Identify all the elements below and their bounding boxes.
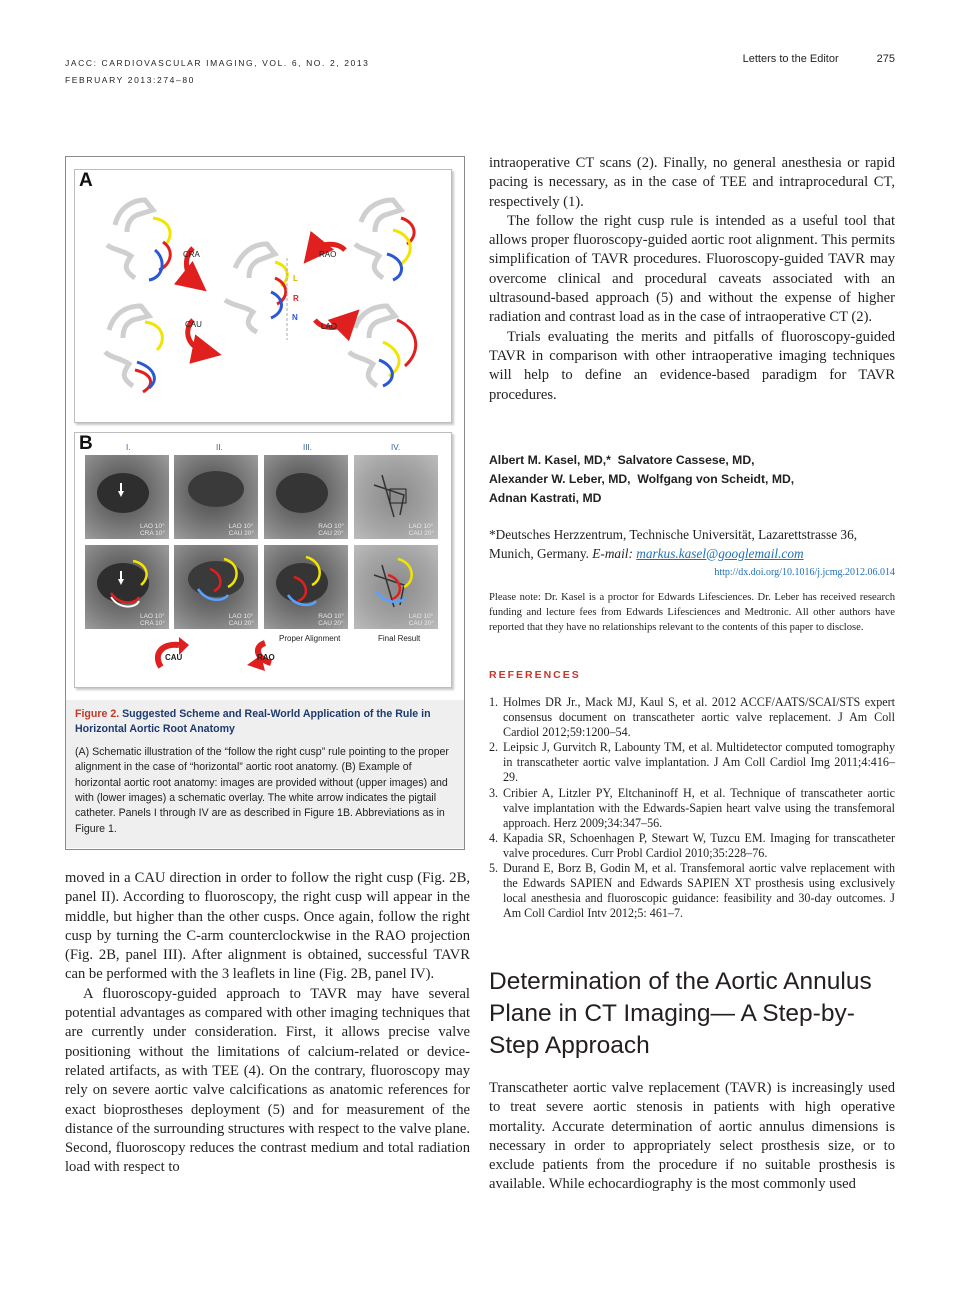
disclosure-note: Please note: Dr. Kasel is a proctor for Edwards Lifesciences. Dr. Leber has received research funding and lecture fees from Edwards Lifesciences and Medtronic. All other authors have reported that they have no relationships relevant to the contents of this paper to disclose.	[489, 592, 895, 634]
reference-text: Holmes DR Jr., Mack MJ, Kaul S, et al. 2012 ACCF/AATS/SCAI/STS expert consensus document on transcatheter aortic valve replacement. J Am Coll Cardiol 2012;59:1200–54.	[503, 695, 895, 740]
view-angle-label: LAO 10° CAU 20°	[228, 613, 254, 627]
author-list	[489, 451, 794, 508]
right-column-text	[489, 154, 895, 405]
reference-text: Cribier A, Litzler PY, Eltchaninoff H, et al. Technique of transcatheter aortic valve implantation with the Edwards-Sapien heart valve using the transfemoral approach. Herz 2009;34:347–56.	[503, 785, 895, 830]
rao-label: RAO	[319, 250, 337, 259]
authors-line-2: Alexander W. Leber, MD, Wolfgang von Scheidt, MD,	[489, 472, 795, 486]
figure-panel-a	[74, 169, 452, 423]
authors-line-3: Adnan Kastrati, MD	[489, 491, 602, 505]
schematic-diagram	[75, 170, 451, 422]
left-paragraph-2: A fluoroscopy-guided approach to TAVR may have several potential advantages as compared with other imaging techniques that are currently under consideration. First, it allows precise valve positioning without the limitations of calcium-related or device-related artifacts, as with TEE (4). On the contrary, fluoroscopy may rely on severe aortic valve calcifications as anatomic references for exact bioprostheses deployment (5) and for measurement of the distance of the surrounding structures with respect to the valve plane. Second, fluoroscopy reduces the contrast medium and total radiation load with respect to	[65, 985, 470, 1176]
reference-text: Kapadia SR, Schoenhagen P, Stewart W, Tuzcu EM. Imaging for transcatheter valve procedures. Curr Probl Cardiol 2010;35:228–76.	[503, 830, 895, 860]
reference-text: Durand E, Borz B, Godin M, et al. Transfemoral aortic valve replacement with the Edwards SAPIEN and Edwards SAPIEN XT prosthesis using exclusively local anesthesia and fluoroscopic guidance: feasibility and 30-day outcomes. J Am Coll Cardiol Intv 2012;5: 461–7.	[503, 861, 895, 921]
aortic-root-center	[225, 244, 287, 340]
new-article-text	[489, 1079, 895, 1195]
section-name: Letters to the Editor	[742, 53, 839, 65]
panel-b-letter: B	[79, 433, 93, 454]
affiliation	[489, 526, 895, 563]
caption-label: Figure 2.	[75, 708, 120, 720]
lao-label: LAO	[321, 322, 338, 331]
cusp-l-label: L	[293, 274, 298, 283]
journal-citation: JACC: CARDIOVASCULAR IMAGING, VOL. 6, NO. 2, 2013	[65, 58, 370, 68]
running-head	[743, 53, 895, 65]
journal-date: FEBRUARY 2013:274–80	[65, 75, 195, 85]
aortic-root-bottom-right	[349, 306, 416, 386]
caption-title: Suggested Scheme and Real-World Application of the Rule in Horizontal Aortic Root Anatomy	[75, 708, 431, 736]
column-label-iv: IV.	[391, 443, 401, 452]
view-angle-label: LAO 10° CAU 20°	[408, 613, 434, 627]
cusp-r-label: R	[293, 294, 299, 303]
page-number: 275	[876, 53, 895, 65]
view-angle-label: RAO 10° CAU 20°	[318, 523, 344, 537]
left-paragraph-1: moved in a CAU direction in order to follow the right cusp (Fig. 2B, panel II). According to fluoroscopy, the right cusp will appear in the middle, but higher than the other cusps. Once again, follow the right cusp by turning the C-arm counterclockwise in the RAO projection (Fig. 2B, panel III). After alignment is obtained, successful TAVR can be performed with the 3 leaflets in line (Fig. 2B, panel IV).	[65, 870, 470, 983]
caption-body: (A) Schematic illustration of the “follow the right cusp” rule pointing to the proper alignment in the case of “horizontal” aortic root anatomy. (B) Example of horizontal aortic root anatomy: images are provided without (upper images) and with (lower images) a schematic overlay. The white arrow indicates the pigtail catheter. Panels I through IV are as described in Figure 1B. Abbreviations as in Figure 1.	[75, 745, 449, 835]
journal-header	[65, 55, 370, 89]
aortic-root-top-left	[107, 200, 170, 280]
cau-label-b: CAU	[165, 653, 183, 662]
right-paragraph-3: Trials evaluating the merits and pitfalls of fluoroscopy-guided TAVR in comparison with other intraoperative imaging techniques will help to define an evidence-based paradigm for TAVR procedures.	[489, 328, 895, 403]
reference-number: 3.	[489, 785, 499, 800]
reference-number: 2.	[489, 740, 499, 755]
panel-b-arrows	[75, 433, 451, 687]
authors-line-1: Albert M. Kasel, MD,* Salvatore Cassese, MD,	[489, 453, 755, 467]
email-label: E-mail:	[592, 545, 633, 561]
article-title: Determination of the Aortic Annulus Plane in CT Imaging— A Step-by-Step Approach	[489, 968, 872, 1059]
reference-number: 5.	[489, 861, 499, 876]
reference-item	[489, 831, 895, 861]
figure-caption	[75, 707, 455, 837]
reference-number: 4.	[489, 830, 499, 845]
view-angle-label: LAO 10° CRA 10°	[139, 523, 165, 537]
panel-a-letter: A	[79, 170, 93, 191]
reference-item	[489, 861, 895, 921]
reference-item	[489, 695, 895, 740]
cusp-n-label: N	[292, 313, 298, 322]
email-link[interactable]: markus.kasel@googlemail.com	[636, 545, 804, 561]
aortic-root-top-right	[355, 200, 414, 280]
right-paragraph-2: The follow the right cusp rule is intended as a useful tool that allows proper fluoroscopy-guided aortic root alignment. This permits simplification of TAVR procedures. Fluoroscopy-guided TAVR may overcome clinical and procedural caveats associated with an ultrasound-based approach (5) and without the expense of higher radiation and contrast load as in the case of intraoperative CT (2).	[489, 212, 895, 326]
aortic-root-bottom-left	[105, 306, 162, 392]
cau-label: CAU	[185, 320, 202, 329]
reference-number: 1.	[489, 695, 499, 709]
new-article-paragraph-1: Transcatheter aortic valve replacement (TAVR) is increasingly used to treat severe aortic stenosis in patients with high operative mortality. Accurate determination of aortic annulus dimensions is necessary in order to appropriately select prosthesis size, or to exclude patients from the procedure if no suitable prosthesis is available. While echocardiography is the most commonly used	[489, 1080, 895, 1193]
rao-label-b: RAO	[257, 653, 275, 662]
figure-panel-b	[74, 432, 452, 688]
view-angle-label: LAO 10° CAU 20°	[228, 523, 254, 537]
reference-item	[489, 740, 895, 785]
proper-alignment-label: Proper Alignment	[279, 634, 341, 643]
left-column-text	[65, 869, 470, 1178]
cra-label: CRA	[183, 250, 200, 259]
doi-link[interactable]: http://dx.doi.org/10.1016/j.jcmg.2012.06.014	[714, 567, 895, 578]
affiliation-text: *Deutsches Herzzentrum, Technische Universität, Lazarettstrasse 36, Munich, Germany.	[489, 527, 858, 561]
column-label-ii: II.	[216, 443, 223, 452]
reference-item	[489, 786, 895, 831]
column-label-iii: III.	[303, 443, 312, 452]
reference-text: Leipsic J, Gurvitch R, Labounty TM, et al. Multidetector computed tomography in transcatheter aortic valve implantation. J Am Coll Cardiol Img 2011;4:416–29.	[503, 740, 895, 785]
final-result-label: Final Result	[378, 634, 421, 643]
column-label-i: I.	[126, 443, 131, 452]
view-angle-label: RAO 10° CAU 20°	[318, 613, 344, 627]
view-angle-label: LAO 10° CAU 20°	[408, 523, 434, 537]
right-paragraph-1: intraoperative CT scans (2). Finally, no general anesthesia or rapid pacing is necessary, as in the case of TEE and intraprocedural CT, respectively (1).	[489, 155, 895, 210]
references-heading: REFERENCES	[489, 669, 581, 681]
view-angle-label: LAO 10° CRA 10°	[139, 613, 165, 627]
reference-list	[489, 695, 895, 921]
